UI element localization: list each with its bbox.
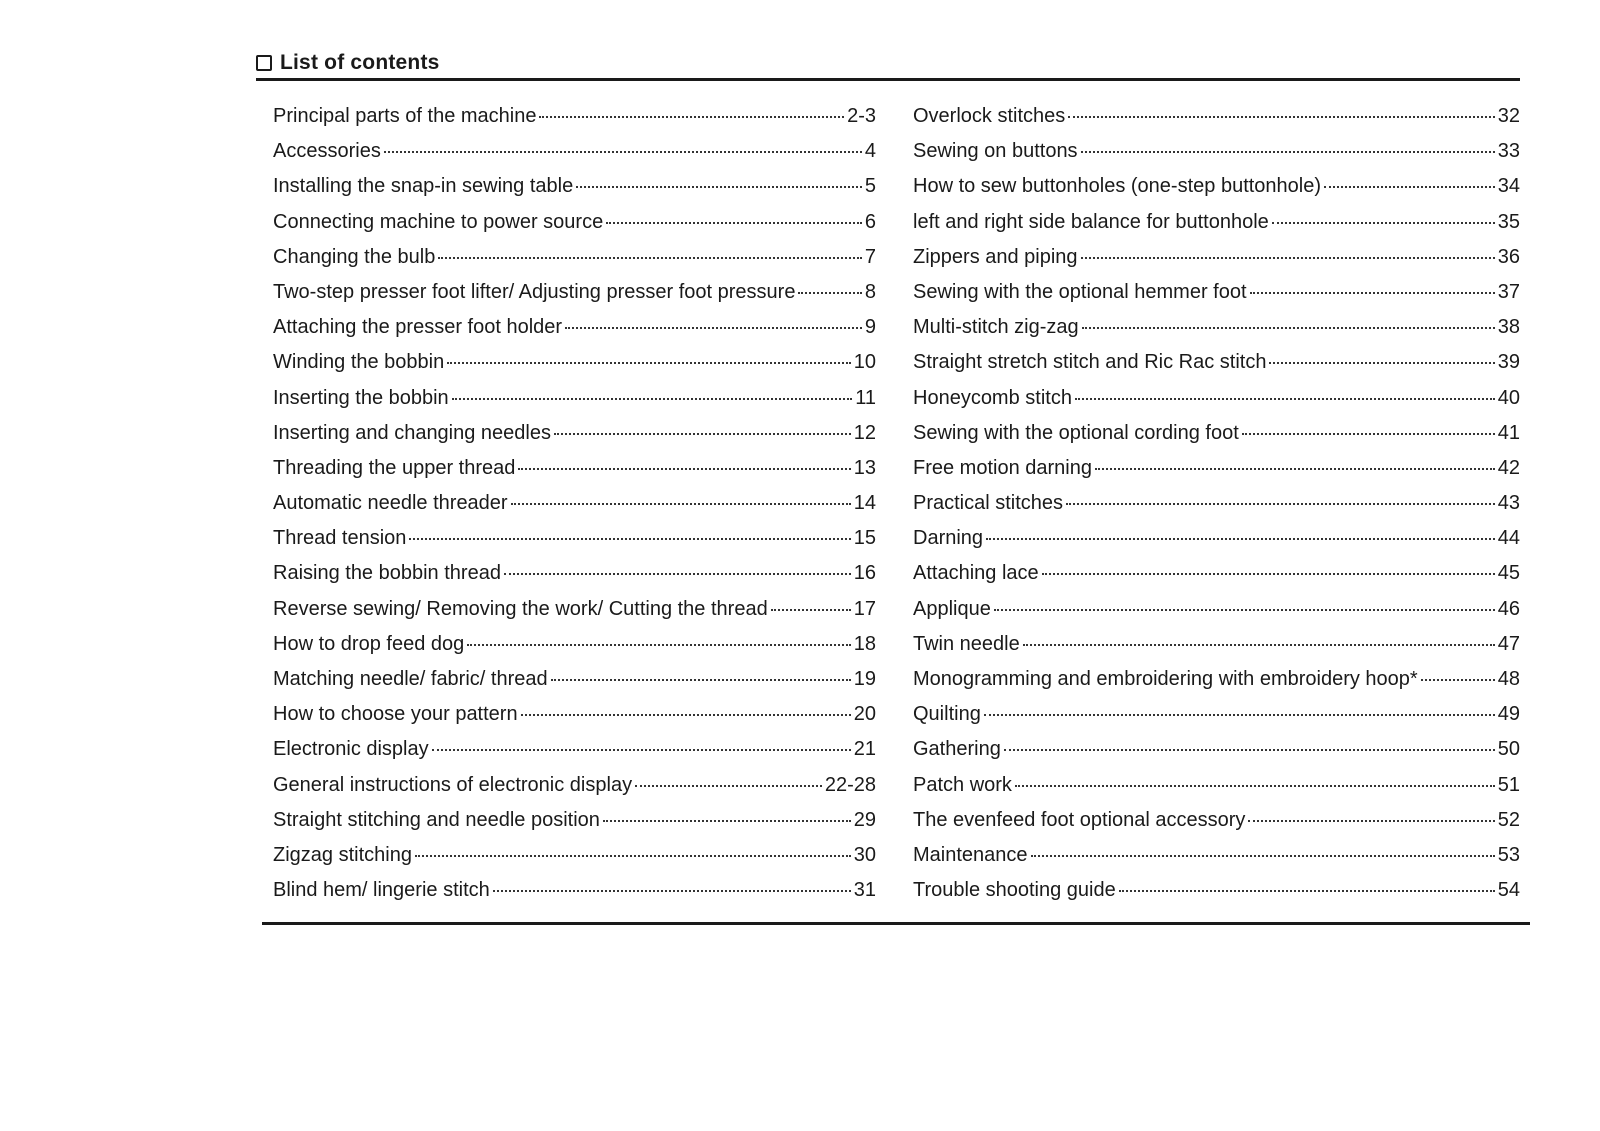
toc-entry-page: 37: [1497, 280, 1520, 303]
toc-entry: [273, 351, 876, 386]
toc-entry-page: 46: [1497, 597, 1520, 620]
toc-entry-title: Straight stretch stitch and Ric Rac stitch: [913, 351, 1267, 374]
bottom-rule: [262, 922, 1530, 925]
toc-entry-title: Blind hem/ lingerie stitch: [273, 879, 490, 902]
dot-leader: [603, 820, 851, 822]
toc-entry-page: 15: [853, 527, 876, 550]
toc-entry-title: Attaching the presser foot holder: [273, 316, 563, 339]
toc-entry-page: 10: [853, 351, 876, 374]
toc-entry-title: left and right side balance for buttonhole: [913, 210, 1269, 233]
toc-entry-title: General instructions of electronic display: [273, 773, 633, 796]
dot-leader: [511, 503, 851, 505]
toc-entry: [273, 562, 876, 597]
toc-entry: [913, 844, 1520, 879]
toc-entry-title: How to sew buttonholes (one-step buttonhole): [913, 175, 1322, 198]
dot-leader: [521, 714, 851, 716]
toc-entry-page: 49: [1497, 703, 1520, 726]
toc-entry-page: 31: [853, 879, 876, 902]
toc-entry-page: 19: [853, 668, 876, 690]
toc-entry: [913, 211, 1520, 246]
toc-entry-page: 52: [1497, 808, 1520, 831]
dot-leader: [1248, 820, 1494, 822]
dot-leader: [1023, 644, 1495, 646]
toc-entry-title: Matching needle/ fabric/ thread: [273, 668, 548, 690]
toc-entry: [913, 492, 1520, 527]
toc-entry: [913, 809, 1520, 844]
toc-entry-title: Reverse sewing/ Removing the work/ Cutting the thread: [273, 597, 768, 620]
dot-leader: [1421, 679, 1495, 681]
dot-leader: [432, 749, 851, 751]
dot-leader: [1272, 222, 1495, 224]
dot-leader: [1068, 116, 1494, 118]
toc-entry-page: 44: [1497, 527, 1520, 550]
toc-entry-title: Automatic needle threader: [273, 492, 508, 515]
toc-entry-page: 5: [864, 175, 876, 198]
dot-leader: [1075, 398, 1495, 400]
toc-entry-title: Zigzag stitching: [273, 843, 412, 866]
toc-entry: [273, 105, 876, 140]
toc-entry-page: 40: [1497, 386, 1520, 409]
toc-entry-title: Connecting machine to power source: [273, 210, 604, 233]
toc-entry-title: Honeycomb stitch: [913, 386, 1072, 409]
toc-entry-page: 14: [853, 492, 876, 515]
toc-entry-title: Multi-stitch zig-zag: [913, 316, 1079, 339]
toc-entry: [913, 175, 1520, 210]
dot-leader: [798, 292, 861, 294]
toc-entry-page: 54: [1497, 879, 1520, 902]
toc-entry-title: Free motion darning: [913, 456, 1092, 479]
toc-entry-title: Sewing with the optional cording foot: [913, 421, 1239, 444]
toc-entry-page: 35: [1497, 210, 1520, 233]
toc-entry-page: 32: [1497, 105, 1520, 127]
toc-entry-title: The evenfeed foot optional accessory: [913, 808, 1246, 831]
toc-entry-title: Overlock stitches: [913, 105, 1066, 127]
toc-entry-page: 43: [1497, 492, 1520, 515]
dot-leader: [565, 327, 862, 329]
dot-leader: [1119, 890, 1495, 892]
dot-leader: [606, 222, 862, 224]
toc-entry: [913, 351, 1520, 386]
toc-entry: [273, 703, 876, 738]
toc-entry-title: Applique: [913, 597, 991, 620]
toc-entry: [913, 527, 1520, 562]
dot-leader: [415, 855, 851, 857]
toc-entry: [913, 422, 1520, 457]
dot-leader: [409, 538, 850, 540]
toc-entry: [913, 316, 1520, 351]
toc-entry-page: 33: [1497, 140, 1520, 163]
toc-entry: [273, 774, 876, 809]
toc-entry: [273, 281, 876, 316]
toc-entry-title: Darning: [913, 527, 984, 550]
dot-leader: [1081, 151, 1495, 153]
toc-entry-title: Inserting the bobbin: [273, 386, 449, 409]
toc-entry-page: 13: [853, 456, 876, 479]
toc-entry: [273, 175, 876, 210]
toc-entry-page: 50: [1497, 738, 1520, 761]
toc-entry-title: Sewing on buttons: [913, 140, 1078, 163]
dot-leader: [1081, 257, 1495, 259]
toc-entry-page: 6: [864, 210, 876, 233]
dot-leader: [1042, 573, 1495, 575]
toc-entry-title: Raising the bobbin thread: [273, 562, 501, 585]
toc-entry: [913, 598, 1520, 633]
toc-entry-title: How to choose your pattern: [273, 703, 518, 726]
toc-entry-title: Twin needle: [913, 632, 1020, 655]
toc-entry: [913, 774, 1520, 809]
toc-entry: [273, 387, 876, 422]
toc-entry: [273, 844, 876, 879]
toc-entry: [913, 457, 1520, 492]
toc-entry-page: 21: [853, 738, 876, 761]
toc-entry-title: Sewing with the optional hemmer foot: [913, 280, 1247, 303]
toc-entry-page: 17: [853, 597, 876, 620]
dot-leader: [438, 257, 862, 259]
dot-leader: [1031, 855, 1495, 857]
toc-entry-page: 18: [853, 632, 876, 655]
toc-entry: [913, 246, 1520, 281]
toc-entry-page: 41: [1497, 421, 1520, 444]
toc-entry-title: Patch work: [913, 773, 1012, 796]
toc-entry-page: 51: [1497, 773, 1520, 796]
left-toc-column: [273, 105, 876, 914]
toc-entry: [273, 633, 876, 668]
toc-entry-title: Two-step presser foot lifter/ Adjusting presser foot pressure: [273, 280, 796, 303]
dot-leader: [452, 398, 853, 400]
toc-entry-page: 53: [1497, 843, 1520, 866]
dot-leader: [554, 433, 851, 435]
dot-leader: [447, 362, 851, 364]
dot-leader: [1269, 362, 1494, 364]
dot-leader: [635, 785, 822, 787]
toc-entry: [273, 879, 876, 914]
dot-leader: [1082, 327, 1495, 329]
toc-entry-title: Installing the snap-in sewing table: [273, 175, 574, 198]
toc-entry-page: 34: [1497, 175, 1520, 198]
dot-leader: [1095, 468, 1495, 470]
toc-entry-page: 20: [853, 703, 876, 726]
dot-leader: [986, 538, 1495, 540]
toc-entry: [273, 246, 876, 281]
toc-entry: [273, 668, 876, 703]
toc-entry-page: 16: [853, 562, 876, 585]
toc-entry-page: 4: [864, 140, 876, 163]
toc-entry-title: Thread tension: [273, 527, 407, 550]
toc-entry: [913, 879, 1520, 914]
toc-entry-page: 48: [1497, 668, 1520, 690]
toc-entry-title: Electronic display: [273, 738, 429, 761]
dot-leader: [984, 714, 1495, 716]
toc-entry-title: Changing the bulb: [273, 245, 436, 268]
checkbox-icon: [256, 55, 272, 71]
toc-entry: [273, 492, 876, 527]
toc-entry: [913, 703, 1520, 738]
toc-entry-title: Gathering: [913, 738, 1001, 761]
page-title: List of contents: [280, 51, 440, 74]
toc-entry: [273, 809, 876, 844]
toc-entry-page: 36: [1497, 245, 1520, 268]
dot-leader: [1004, 749, 1495, 751]
toc-entry: [273, 527, 876, 562]
toc-entry-page: 2-3: [847, 105, 876, 127]
toc-entry-page: 29: [853, 808, 876, 831]
toc-entry-page: 47: [1497, 632, 1520, 655]
toc-entry: [913, 105, 1520, 140]
dot-leader: [1066, 503, 1495, 505]
toc-entry: [273, 598, 876, 633]
toc-entry-page: 8: [864, 280, 876, 303]
toc-entry-page: 30: [853, 843, 876, 866]
toc-entry-title: Maintenance: [913, 843, 1028, 866]
toc-entry: [913, 140, 1520, 175]
dot-leader: [994, 609, 1495, 611]
dot-leader: [576, 186, 862, 188]
toc-entry-title: How to drop feed dog: [273, 632, 465, 655]
toc-entry-title: Trouble shooting guide: [913, 879, 1116, 902]
toc-entry: [913, 387, 1520, 422]
top-rule: [256, 78, 1520, 81]
toc-entry-title: Monogramming and embroidering with embroidery hoop*: [913, 668, 1418, 690]
toc-entry: [913, 562, 1520, 597]
toc-entry-title: Straight stitching and needle position: [273, 808, 600, 831]
toc-entry-title: Practical stitches: [913, 492, 1064, 515]
toc-entry-page: 7: [864, 245, 876, 268]
toc-entry-page: 39: [1497, 351, 1520, 374]
toc-entry-page: 42: [1497, 456, 1520, 479]
toc-entry: [273, 211, 876, 246]
dot-leader: [1324, 186, 1495, 188]
toc-entry: [273, 422, 876, 457]
toc-entry-page: 45: [1497, 562, 1520, 585]
toc-entry: [913, 668, 1520, 703]
toc-entry: [273, 316, 876, 351]
toc-entry-page: 38: [1497, 316, 1520, 339]
toc-entry: [273, 738, 876, 773]
toc-entry-title: Zippers and piping: [913, 245, 1078, 268]
dot-leader: [518, 468, 850, 470]
dot-leader: [551, 679, 851, 681]
toc-entry-page: 12: [853, 421, 876, 444]
toc-entry-title: Accessories: [273, 140, 381, 163]
toc-entry-title: Principal parts of the machine: [273, 105, 537, 127]
toc-entry-title: Threading the upper thread: [273, 456, 516, 479]
dot-leader: [1242, 433, 1495, 435]
dot-leader: [384, 151, 862, 153]
toc-entry: [913, 281, 1520, 316]
toc-entry: [913, 633, 1520, 668]
toc-entry-title: Attaching lace: [913, 562, 1039, 585]
toc-entry: [913, 738, 1520, 773]
dot-leader: [493, 890, 851, 892]
toc-entry-page: 9: [864, 316, 876, 339]
dot-leader: [467, 644, 851, 646]
toc-entry-title: Winding the bobbin: [273, 351, 445, 374]
dot-leader: [771, 609, 851, 611]
toc-entry-title: Quilting: [913, 703, 981, 726]
toc-entry-title: Inserting and changing needles: [273, 421, 551, 444]
dot-leader: [1015, 785, 1495, 787]
right-toc-column: [913, 105, 1520, 914]
dot-leader: [539, 116, 844, 118]
dot-leader: [504, 573, 851, 575]
header: [256, 50, 440, 76]
dot-leader: [1250, 292, 1495, 294]
toc-entry-page: 22-28: [824, 773, 876, 796]
toc-entry: [273, 457, 876, 492]
toc-entry-page: 11: [855, 386, 876, 409]
toc-entry: [273, 140, 876, 175]
